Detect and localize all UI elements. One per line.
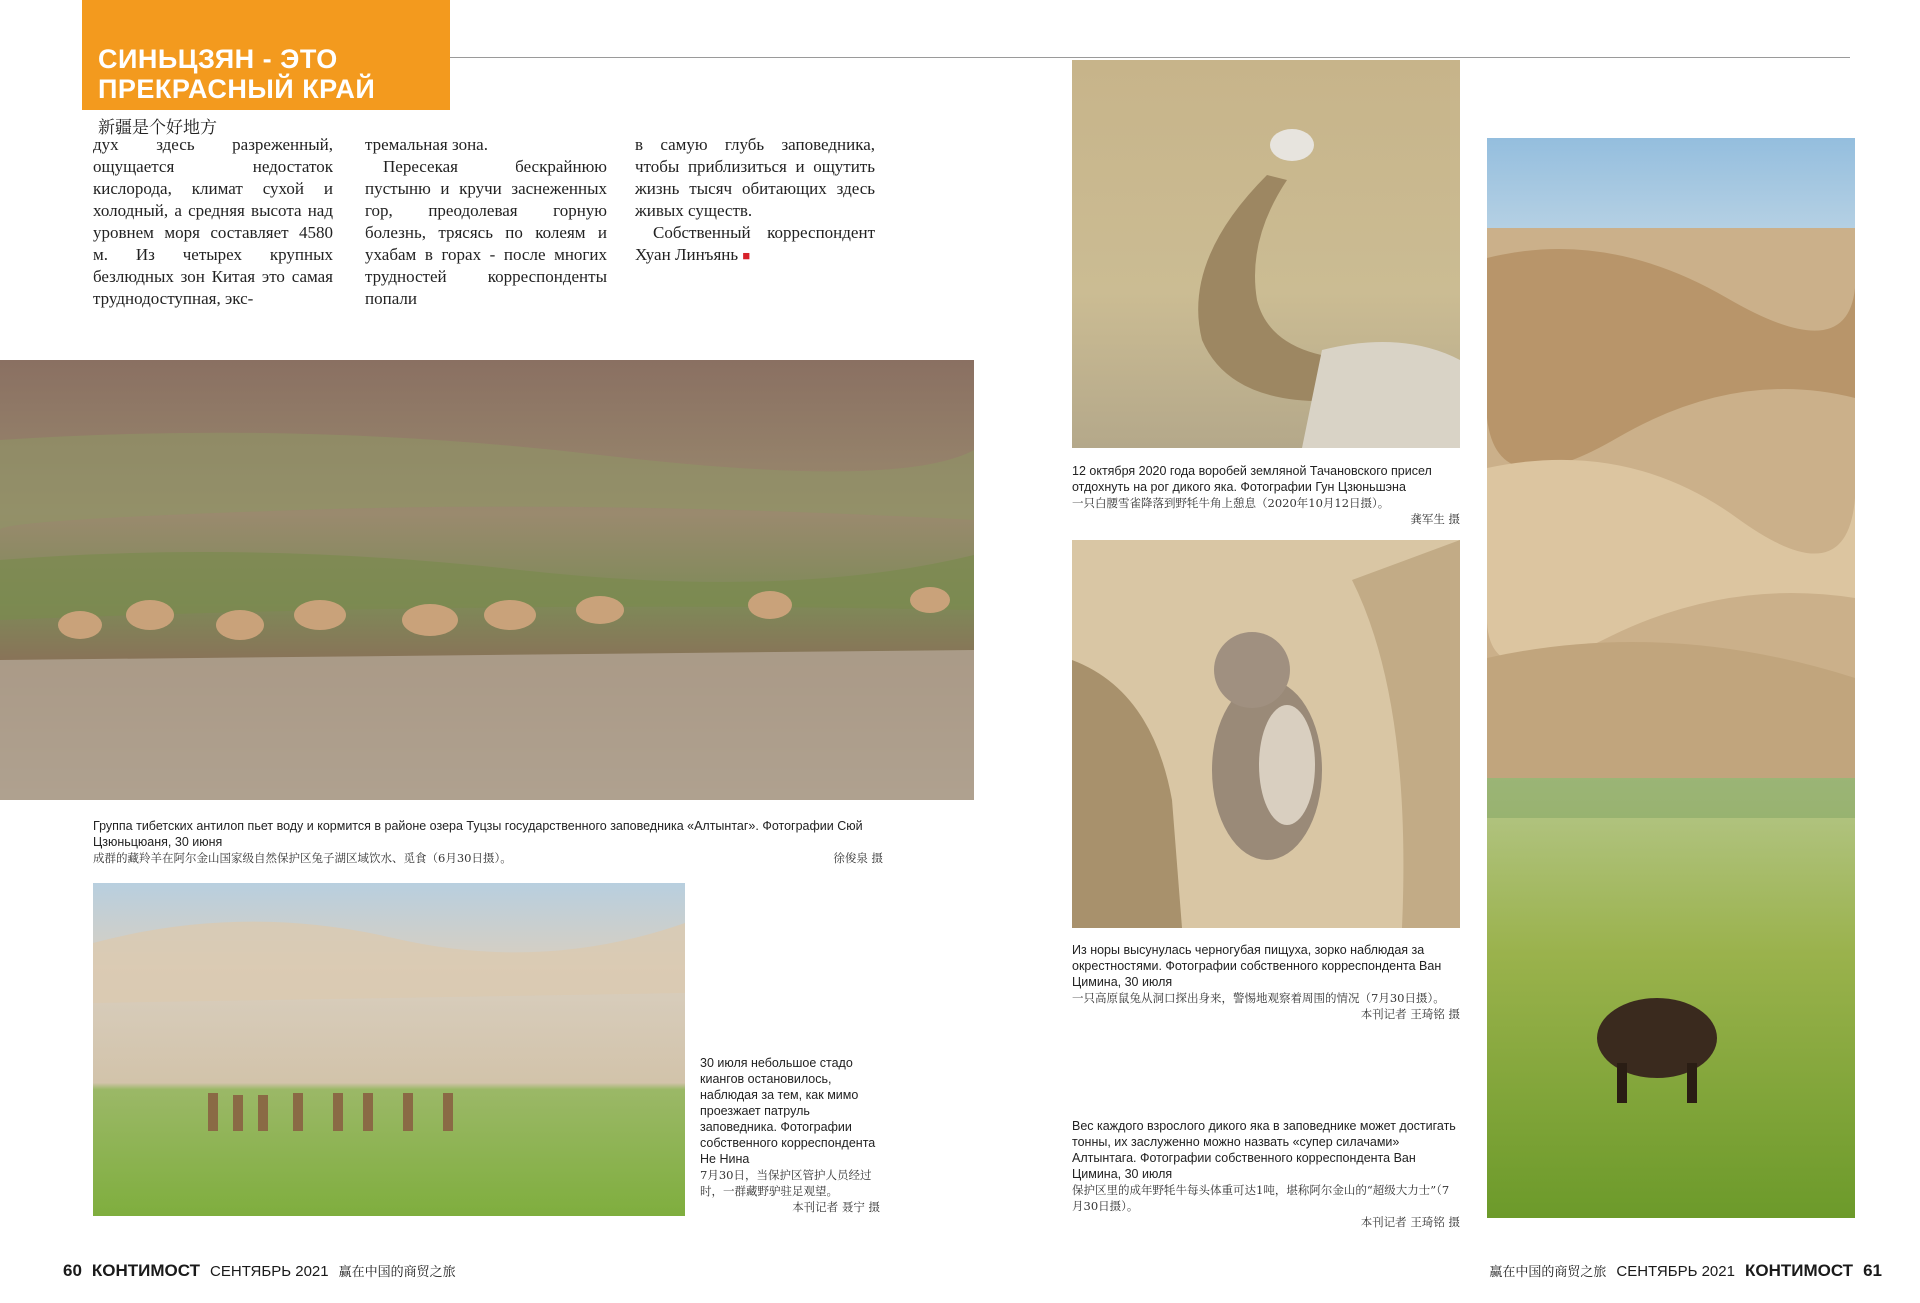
article-paragraph: Пересекая бескрайнюю пустыню и кручи заснеженных гор, преодолевая горную болезнь, трясясь по колеям и ухабам в горах - после многих трудностей корреспонденты попали — [365, 157, 607, 308]
kiang-caption — [700, 1055, 880, 1215]
article-byline — [635, 222, 875, 267]
byline-text: Собственный корреспондент Хуан Линъянь — [635, 223, 875, 264]
issue-date-right: СЕНТЯБРЬ 2021 — [1616, 1263, 1735, 1280]
tagline-left: 赢在中国的商贸之旅 — [338, 1265, 456, 1280]
antelope-photo — [0, 360, 974, 800]
title-block — [82, 0, 450, 110]
chinese-subtitle: 新疆是个好地方 — [98, 118, 217, 138]
kiang-photo — [93, 883, 685, 1216]
antelope-caption — [93, 818, 883, 866]
antelope-photo-credit: 徐俊泉 摄 — [833, 851, 883, 865]
page-number-right: 61 — [1863, 1261, 1882, 1280]
page-number-left: 60 — [63, 1261, 82, 1280]
article-column-3 — [635, 134, 875, 267]
bird-caption-cn: 一只白腰雪雀降落到野牦牛角上憩息（2020年10月12日摄）。 — [1072, 496, 1390, 510]
article-column-1 — [93, 134, 333, 310]
bird-photo-credit: 龚军生 摄 — [1410, 512, 1460, 526]
article-paragraph: дух здесь разреженный, ощущается недостаток кислорода, климат сухой и холодный, а средняя высота над уровнем моря составляет 4580 м. Из четырех крупных безлюдных зон Китая это самая труднодоступная, экс- — [93, 135, 333, 308]
bird-caption — [1072, 463, 1460, 527]
pika-photo — [1072, 540, 1460, 928]
yak-caption — [1072, 1118, 1460, 1230]
pika-caption-cn: 一只高原鼠兔从洞口探出身来，警惕地观察着周围的情况（7月30日摄）。 — [1072, 991, 1445, 1005]
header-rule — [450, 57, 1850, 58]
yak-caption-cn: 保护区里的成年野牦牛每头体重可达1吨，堪称阿尔金山的“超级大力士”（7月30日摄）。 — [1072, 1183, 1450, 1213]
yak-photo-credit: 本刊记者 王琦铭 摄 — [1360, 1215, 1460, 1229]
footer-right — [1489, 1261, 1882, 1281]
article-paragraph: в самую глубь заповедника, чтобы приблизиться и ощутить жизнь тысяч обитающих здесь живых существ. — [635, 135, 875, 220]
magazine-name-right: КОНТИМОСТ — [1744, 1261, 1854, 1280]
article-title-line-2: ПРЕКРАСНЫЙ КРАЙ — [98, 74, 376, 104]
pika-caption-text: Из норы высунулась черногубая пищуха, зорко наблюдая за окрестностями. Фотографии собственного корреспондента Ван Цимина, 30 июля — [1072, 943, 1442, 989]
kiang-photo-credit: 本刊记者 聂宁 摄 — [792, 1200, 880, 1214]
end-of-article-mark: ■ — [742, 248, 751, 263]
kiang-caption-cn: 7月30日，当保护区管护人员经过时，一群藏野驴驻足观望。 — [700, 1168, 872, 1198]
bird-on-horn-photo — [1072, 60, 1460, 448]
issue-date-left: СЕНТЯБРЬ 2021 — [210, 1263, 329, 1280]
pika-caption — [1072, 942, 1460, 1022]
pika-photo-credit: 本刊记者 王琦铭 摄 — [1360, 1007, 1460, 1021]
tagline-right: 赢在中国的商贸之旅 — [1489, 1265, 1607, 1280]
bird-caption-text: 12 октября 2020 года воробей земляной Тачановского присел отдохнуть на рог дикого яка. Фотографии Гун Цзюньшэна — [1072, 464, 1432, 494]
yak-caption-text: Вес каждого взрослого дикого яка в заповеднике может достигать тонны, их заслуженно можно назвать «супер силачами» Алтынтага. Фотографии собственного корреспондента Ван Цимина, 30 июля — [1072, 1119, 1456, 1181]
antelope-caption-cn: 成群的藏羚羊在阿尔金山国家级自然保护区兔子湖区域饮水、觅食（6月30日摄）。 — [93, 851, 512, 865]
dunes-and-yak-photo — [1487, 138, 1855, 1218]
antelope-caption-text: Группа тибетских антилоп пьет воду и кормится в районе озера Туцзы государственного заповедника «Алтынтаг». Фотографии Сюй Цзюньцюаня, 30 июня — [93, 819, 863, 849]
article-paragraph: тремальная зона. — [365, 135, 488, 154]
magazine-name-left: КОНТИМОСТ — [91, 1261, 201, 1280]
article-column-2 — [365, 134, 607, 310]
kiang-caption-text: 30 июля небольшое стадо киангов остановилось, наблюдая за тем, как мимо проезжает патруль заповедника. Фотографии собственного корреспондента Не Нина — [700, 1056, 876, 1166]
footer-left — [63, 1261, 456, 1281]
article-title-line-1: СИНЬЦЗЯН - ЭТО — [98, 44, 338, 74]
